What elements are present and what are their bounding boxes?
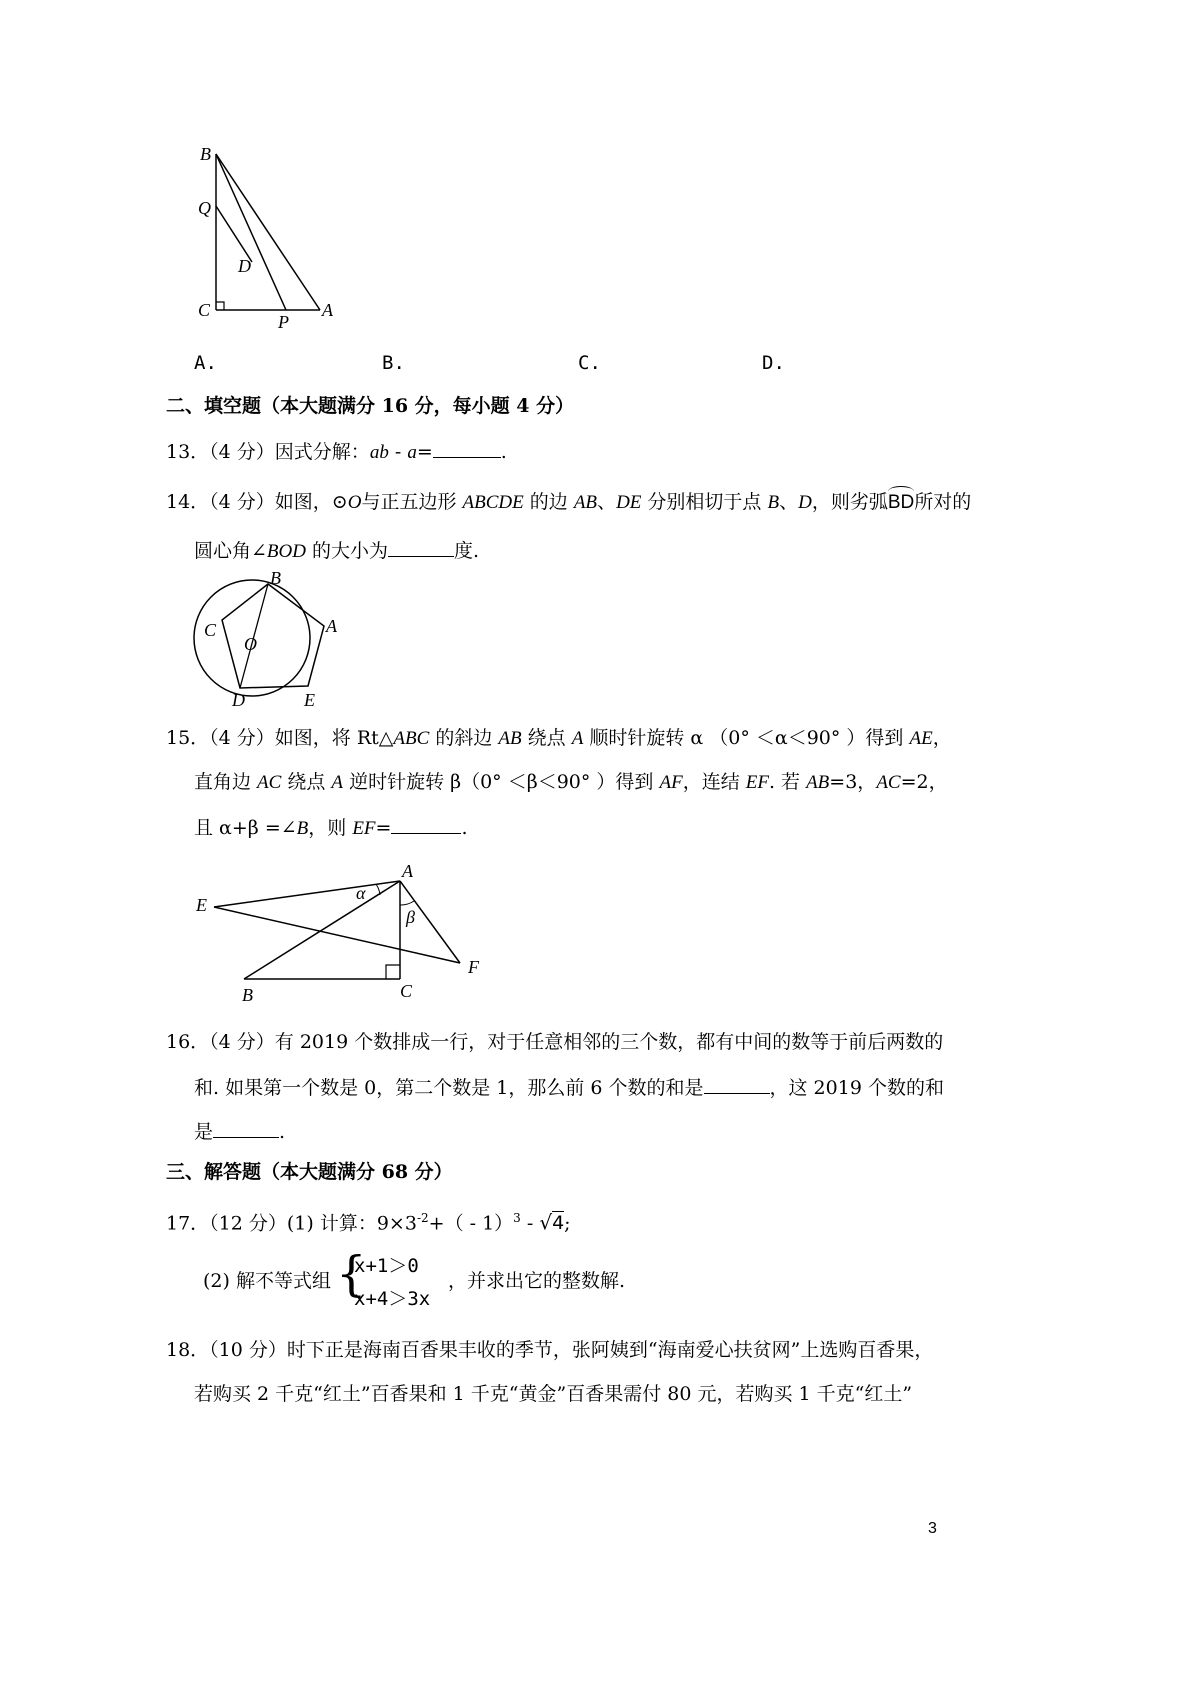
q16-text-2: ，这 2019 个数的和 [769, 1077, 944, 1099]
question-16-line-2 [194, 1075, 944, 1099]
option-b: B. [382, 352, 405, 374]
label-b: B [242, 985, 253, 1005]
question-17-line-2-tail: ，并求出它的整数解. [448, 1270, 626, 1292]
label-p: P [278, 312, 289, 332]
label-b: B [200, 144, 211, 164]
q15-triangle: ABC [393, 728, 430, 749]
label-q: Q [198, 198, 211, 218]
label-f: F [468, 957, 479, 977]
question-17-line-1 [166, 1207, 571, 1234]
q15-ab: AB [498, 728, 522, 749]
q16-text-3: 是 [194, 1121, 214, 1143]
section-3-title: 三、解答题（本大题满分 68 分） [166, 1161, 453, 1183]
label-c: C [198, 300, 211, 320]
q15-text-11: =3， [829, 771, 877, 793]
q17-text-1: 17．（12 分）(1) 计算：9×3 [166, 1212, 417, 1235]
inequality-2: x+4＞3x [354, 1288, 431, 1310]
option-d: D. [762, 352, 785, 374]
question-16-line-1: 16．（4 分）有 2019 个数排成一行，对于任意相邻的三个数，都有中间的数等于前后两数的 [166, 1031, 944, 1053]
option-c: C. [578, 352, 601, 374]
section-2-title: 二、填空题（本大题满分 16 分，每小题 4 分） [166, 395, 575, 417]
label-a: A [402, 861, 413, 881]
question-17-line-2-label: (2) 解不等式组 [203, 1270, 331, 1292]
q14-sep-2: 、 [779, 491, 799, 513]
q14-arc-bd: BD [887, 492, 915, 513]
q15-text-10: . 若 [768, 771, 807, 793]
right-angle-mark [216, 302, 224, 310]
right-angle-mark [386, 965, 400, 979]
q14-pentagon: ABCDE [462, 492, 524, 513]
q13-prefix: 13．（4 分）因式分解： [166, 441, 370, 463]
question-16-line-3 [194, 1119, 285, 1143]
q15-ab-2: AB [806, 772, 830, 793]
q15-text-14: ，则 [308, 817, 353, 839]
q15-ac-2: AC [876, 772, 901, 793]
q14-text-7: 圆心角∠ [194, 540, 267, 562]
q14-text-6: 所对的 [914, 491, 972, 513]
q15-text-12: =2， [900, 771, 948, 793]
q13-eq: = [416, 441, 433, 463]
label-e: E [196, 895, 207, 915]
q15-text-9: ，连结 [682, 771, 746, 793]
question-13 [166, 439, 507, 464]
q15-answer-blank[interactable] [391, 815, 461, 834]
q14-text-1: 14．（4 分）如图，⊙ [166, 491, 348, 513]
q14-sep: 、 [597, 491, 617, 513]
q15-text-8: 逆时针旋转 β（0° ＜β＜90° ）得到 [343, 771, 660, 793]
q14-text-2: 与正五边形 [361, 491, 463, 513]
question-15-line-1 [166, 727, 952, 750]
q15-text-15: = [375, 817, 392, 839]
pentagon-abcde [222, 584, 324, 688]
segment-ea [214, 881, 400, 907]
label-o: O [244, 634, 257, 654]
q16-answer-blank-1[interactable] [704, 1075, 770, 1094]
segment-bp [216, 154, 286, 310]
q17-text-3: - [520, 1212, 540, 1235]
q17-exponent-1: -2 [416, 1211, 429, 1225]
label-d: D [238, 256, 251, 276]
label-d: D [232, 690, 245, 710]
q15-text-2: 的斜边 [429, 727, 499, 749]
question-18-line-2: 若购买 2 千克“红土”百香果和 1 千克“黄金”百香果需付 80 元，若购买 1 千克“红土” [194, 1383, 913, 1405]
label-c: C [204, 620, 217, 640]
q15-text-7: 绕点 [281, 771, 332, 793]
q13-var-ab: ab [369, 442, 389, 463]
q17-text-4: ; [564, 1212, 571, 1235]
label-e: E [304, 690, 315, 710]
q13-answer-blank[interactable] [433, 439, 501, 458]
label-alpha: α [356, 883, 366, 903]
q14-text-5: ，则劣弧 [811, 491, 888, 513]
q17-text-2: +（ - 1） [428, 1212, 514, 1235]
q15-ac: AC [257, 772, 282, 793]
inequality-1: x+1＞0 [354, 1255, 419, 1277]
q14-text-8: 的大小为 [305, 540, 389, 562]
q13-minus: - [388, 441, 408, 463]
segment-qd [216, 206, 252, 262]
segment-ef [214, 907, 460, 963]
inequality-brace: { [336, 1246, 367, 1302]
option-a: A. [194, 352, 217, 374]
page-number: 3 [928, 1520, 937, 1537]
question-14-line-2 [194, 538, 479, 563]
question-15-line-2 [194, 771, 948, 794]
q14-side-de: DE [616, 492, 642, 513]
q14-side-ab: AB [573, 492, 598, 513]
segment-ab [244, 881, 400, 979]
q15-text-3: 绕点 [521, 727, 572, 749]
label-c: C [400, 981, 413, 1001]
q15-ef-2: EF [352, 818, 376, 839]
q15-text-4: 顺时针旋转 α （0° ＜α＜90° ）得到 [583, 727, 910, 749]
q17-exponent-2: 3 [513, 1211, 521, 1225]
q14-angle-bod: BOD [266, 541, 306, 562]
q14-text-9: 度. [454, 540, 480, 562]
q13-suffix: . [500, 441, 507, 463]
q14-text-3: 的边 [523, 491, 574, 513]
q16-answer-blank-2[interactable] [213, 1119, 279, 1138]
q15-text-6: 直角边 [194, 771, 258, 793]
label-a: A [326, 616, 337, 636]
q16-text-4: . [279, 1121, 286, 1143]
sqrt-symbol: √ [539, 1210, 553, 1235]
q15-text-5: ， [932, 727, 952, 749]
question-15-line-3 [194, 815, 468, 840]
q15-a-2: A [331, 772, 344, 793]
q15-text-13: 且 α+β =∠ [194, 817, 297, 839]
q15-ef: EF [745, 772, 769, 793]
q17-sqrt-arg: 4 [552, 1212, 565, 1235]
q13-var-a: a [407, 442, 417, 463]
q15-af: AF [659, 772, 683, 793]
q15-a: A [571, 728, 584, 749]
question-14-line-1 [166, 491, 971, 514]
q14-answer-blank[interactable] [388, 538, 454, 557]
angle-beta-arc [400, 901, 414, 905]
q14-circle-o: O [347, 492, 362, 513]
question-18-line-1: 18．（10 分）时下正是海南百香果丰收的季节，张阿姨到“海南爱心扶贫网”上选购百香果， [166, 1339, 934, 1361]
figure-q12 [190, 140, 350, 340]
figure-q15 [190, 855, 500, 1015]
q14-text-4: 分别相切于点 [641, 491, 768, 513]
q15-ae: AE [909, 728, 933, 749]
q14-point-b: B [767, 492, 780, 513]
q15-text-16: . [461, 817, 468, 839]
q16-text-1: 和. 如果第一个数是 0，第二个数是 1，那么前 6 个数的和是 [194, 1077, 704, 1099]
figure-q14 [186, 570, 356, 715]
angle-alpha-arc [376, 884, 380, 895]
label-b: B [270, 570, 281, 588]
q15-b: B [296, 818, 309, 839]
q15-text-1: 15．（4 分）如图，将 Rt△ [166, 727, 394, 749]
q14-point-d: D [798, 492, 812, 513]
segment-ba [216, 154, 320, 310]
label-beta: β [406, 907, 415, 927]
label-a: A [322, 300, 333, 320]
